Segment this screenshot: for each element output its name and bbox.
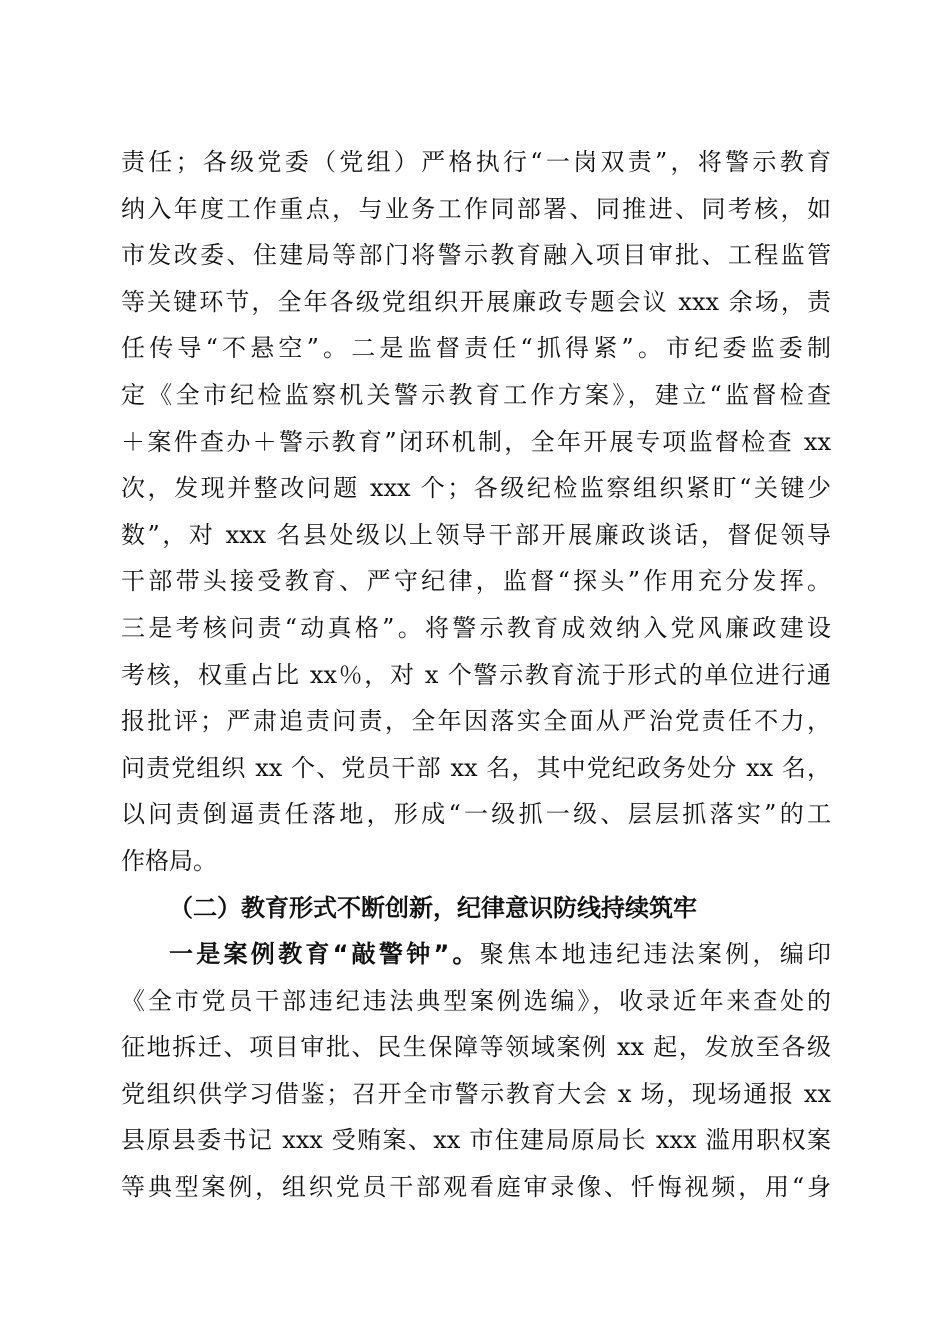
paragraph-lead: 一是案例教育“敲警钟”。 xyxy=(169,940,480,969)
paragraph-line: 三是考核问责“动真格”。将警示教育成效纳入党风廉政建设 xyxy=(121,613,831,642)
paragraph-line: 次，发现并整改问题 xxx 个；各级纪检监察组织紧盯“关键少 xyxy=(121,474,831,503)
section-heading: （二）教育形式不断创新，纪律意识防线持续筑牢 xyxy=(169,893,697,922)
paragraph-line: 任传导“不悬空”。二是监督责任“抓得紧”。市纪委监委制 xyxy=(121,334,831,363)
paragraph-line: 等典型案例，组织党员干部观看庭审录像、忏悔视频，用“身 xyxy=(121,1173,831,1202)
paragraph-line: 党组织供学习借鉴；召开全市警示教育大会 x 场，现场通报 xx xyxy=(121,1079,831,1108)
paragraph-first-line-rest: 聚焦本地违纪违法案例，编印 xyxy=(479,940,832,969)
paragraph-line: 干部带头接受教育、严守纪律，监督“探头”作用充分发挥。 xyxy=(121,567,831,596)
paragraph-line: 等关键环节，全年各级党组织开展廉政专题会议 xxx 余场，责 xyxy=(121,287,831,316)
paragraph-line: 市发改委、住建局等部门将警示教育融入项目审批、工程监管 xyxy=(121,241,831,270)
paragraph-line: ＋案件查办＋警示教育”闭环机制，全年开展专项监督检查 xx xyxy=(121,427,831,456)
paragraph-line: 县原县委书记 xxx 受贿案、xx 市住建局原局长 xxx 滥用职权案 xyxy=(121,1126,831,1155)
paragraph-line: 纳入年度工作重点，与业务工作同部署、同推进、同考核，如 xyxy=(121,194,831,223)
paragraph-line: 定《全市纪检监察机关警示教育工作方案》，建立“监督检查 xyxy=(121,380,831,409)
paragraph-line: 以问责倒逼责任落地，形成“一级抓一级、层层抓落实”的工 xyxy=(121,800,831,829)
paragraph-line: 问责党组织 xx 个、党员干部 xx 名，其中党纪政务处分 xx 名， xyxy=(121,753,831,782)
section-one-body xyxy=(121,139,831,1211)
paragraph-line: 报批评；严肃追责问责，全年因落实全面从严治党责任不力， xyxy=(121,707,831,736)
paragraph-line: 征地拆迁、项目审批、民生保障等领域案例 xx 起，发放至各级 xyxy=(121,1033,831,1062)
paragraph-line: 《全市党员干部违纪违法典型案例选编》，收录近年来查处的 xyxy=(121,986,831,1015)
paragraph-line: 责任；各级党委（党组）严格执行“一岗双责”，将警示教育 xyxy=(121,148,831,176)
paragraph-first-line xyxy=(121,931,831,978)
paragraph-line: 数”，对 xxx 名县处级以上领导干部开展廉政谈话，督促领导 xyxy=(121,520,831,549)
paragraph-line: 考核，权重占比 xx％，对 x 个警示教育流于形式的单位进行通 xyxy=(121,660,831,689)
paragraph-line: 作格局。 xyxy=(121,846,217,875)
